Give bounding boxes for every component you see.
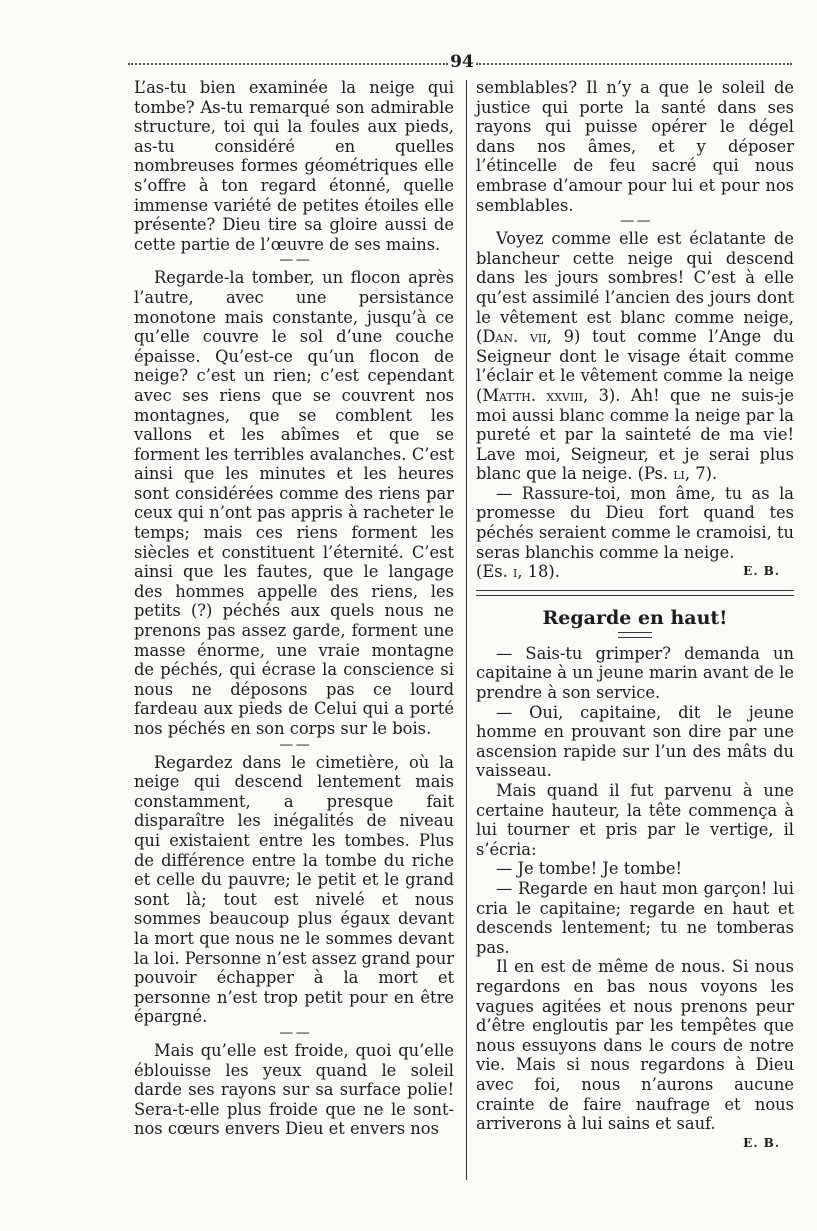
separator: — — [279, 736, 309, 753]
header-rule-left [128, 63, 448, 65]
scripture-reference [476, 562, 560, 582]
story-paragraph: — Je tombe! Je tombe! [496, 859, 683, 879]
signature-line [476, 1134, 794, 1154]
page-header [128, 52, 792, 72]
page-number: 94 [450, 52, 474, 72]
separator: — — [279, 252, 309, 269]
paragraph-cold: Mais qu’elle est froide, quoi qu’elle éblouisse les yeux quand le soleil darde ses rayons sur sa surface polie! Sera-t-elle plus froide que ne le sont-nos cœurs envers Dieu et envers nos [134, 1040, 454, 1139]
separator: — — [279, 1024, 309, 1041]
text-run: , 7). [684, 464, 718, 484]
paragraph-continuation: semblables? Il n’y a que le soleil de justice qui porte la santé dans ses rayons qui puisse opérer le dégel dans nos âmes, et y déposer l’étincelle de feu sacré qui nous embrase d’amour pour lui et pour nos semblables. [476, 78, 794, 215]
author-initials: E. B. [743, 1135, 780, 1150]
paragraph-reassure: — Rassure-toi, mon âme, tu as la promesse du Dieu fort quand tes péchés seraient comme le cramoisi, tu seras blanchis comme la neige. [476, 483, 794, 562]
right-column [476, 78, 794, 1153]
signature-line [476, 562, 794, 582]
section-rule [476, 590, 794, 596]
story-paragraph: — Oui, capitaine, dit le jeune homme en prouvant son dire par une ascension rapide sur l’un des mâts du vaisseau. [476, 702, 794, 781]
text-run: Voyez comme elle est éclatante de blancheur cette neige qui descend dans les jours sombres! C’est à elle qu’est assimilé l’ancien des jours dont le vêtement est blanc comme neige, ( [476, 229, 794, 347]
text-run: (Es. [476, 562, 513, 582]
story-paragraph: — Sais-tu grimper? demanda un capitaine à un jeune marin avant de le prendre à son service. [476, 643, 794, 703]
scripture-reference: Dan. vii [482, 327, 547, 347]
text-run: , 18). [517, 562, 560, 582]
left-column [134, 78, 454, 1139]
story-paragraph: Mais quand il fut parvenu à une certaine hauteur, la tête commença à lui tourner et pris par le vertige, il s’écria: [476, 781, 794, 859]
scripture-reference: Matth. xxviii [482, 385, 584, 405]
paragraph-snowflake: Regarde-la tomber, un flocon après l’autre, avec une persistance monotone mais constante, jusqu’à ce qu’elle couvre le sol d’une couche épaisse. Qu’est-ce qu’un flocon de neige? c’est un rien; c’est cependant avec ses riens que se couvrent nos montagnes, que se comblent les vallons et les abîmes et que se forment les terribles avalanches. C’est ainsi que les minutes et les heures sont considérées comme des riens par ceux qui n’ont pas appris à racheter le temps; mais ces riens forment les siècles et constituent l’éternité. C’est ainsi que les fautes, que le langage des hommes appelle des riens, les petits (?) péchés aux quels nous ne prenons pas assez garde, forment une masse énorme, une vraie montagne de péchés, qui écrase la conscience si nous ne déposons pas ce lourd fardeau aux pieds de Celui qui a porté nos péchés en son corps sur le bois. [134, 268, 454, 738]
separator: — — [620, 213, 650, 230]
story-paragraph: Il en est de même de nous. Si nous regardons en bas nous voyons les vagues agitées et nous prenons peur d’être engloutis par les tempêtes que nous essuyons dans le cours de notre vie. Mais si nous regardons à Dieu avec foi, nous n’aurons aucune crainte de faire naufrage et nous arriverons à lui sains et sauf. [476, 957, 794, 1134]
column-divider [466, 80, 467, 1180]
paragraph-snow-structure: L’as-tu bien examinée la neige qui tombe? As-tu remarqué son admirable structure, toi qui la foules aux pieds, as-tu considéré en quelles nombreuses formes géométriques elle s’offre à ton regard étonné, quelle immense variété de petites étoiles elle présente? Dieu tire sa gloire aussi de cette partie de l’œuvre de ses mains. [134, 78, 454, 254]
text-run: , 3). Ah! que ne suis-je moi aussi blanc comme la neige par la pureté et par la sainteté de ma vie! Lave moi, Seigneur, et je serai plus blanc que la neige. (Ps. [476, 385, 794, 484]
scripture-reference: li [673, 464, 685, 484]
header-rule-right [476, 63, 792, 65]
story-paragraph: — Regarde en haut mon garçon! lui cria le capitaine; regarde en haut et descends lentement; tu ne tomberas pas. [476, 878, 794, 957]
section-title: Regarde en haut! [542, 606, 728, 629]
paragraph-whiteness [476, 229, 794, 484]
author-initials: E. B. [743, 564, 780, 579]
paragraph-cemetery: Regardez dans le cimetière, où la neige qui descend lentement mais constamment, a presque fait disparaître les inégalités de niveau qui existaient entre les tombes. Plus de différence entre la tombe du riche et celle du pauvre; le petit et le grand sont là; tout est nivelé et nous sommes beaucoup plus égaux devant la mort que nous ne le sommes devant la loi. Personne n’est assez grand pour pouvoir échapper à la mort et personne n’est trop petit pour en être épargné. [134, 752, 454, 1027]
text-run: , 9) tout comme l’Ange du Seigneur dont le visage était comme l’éclair et le vêtement comme la neige ( [476, 327, 795, 405]
text-run: i [512, 562, 518, 582]
title-ornament [618, 632, 652, 638]
